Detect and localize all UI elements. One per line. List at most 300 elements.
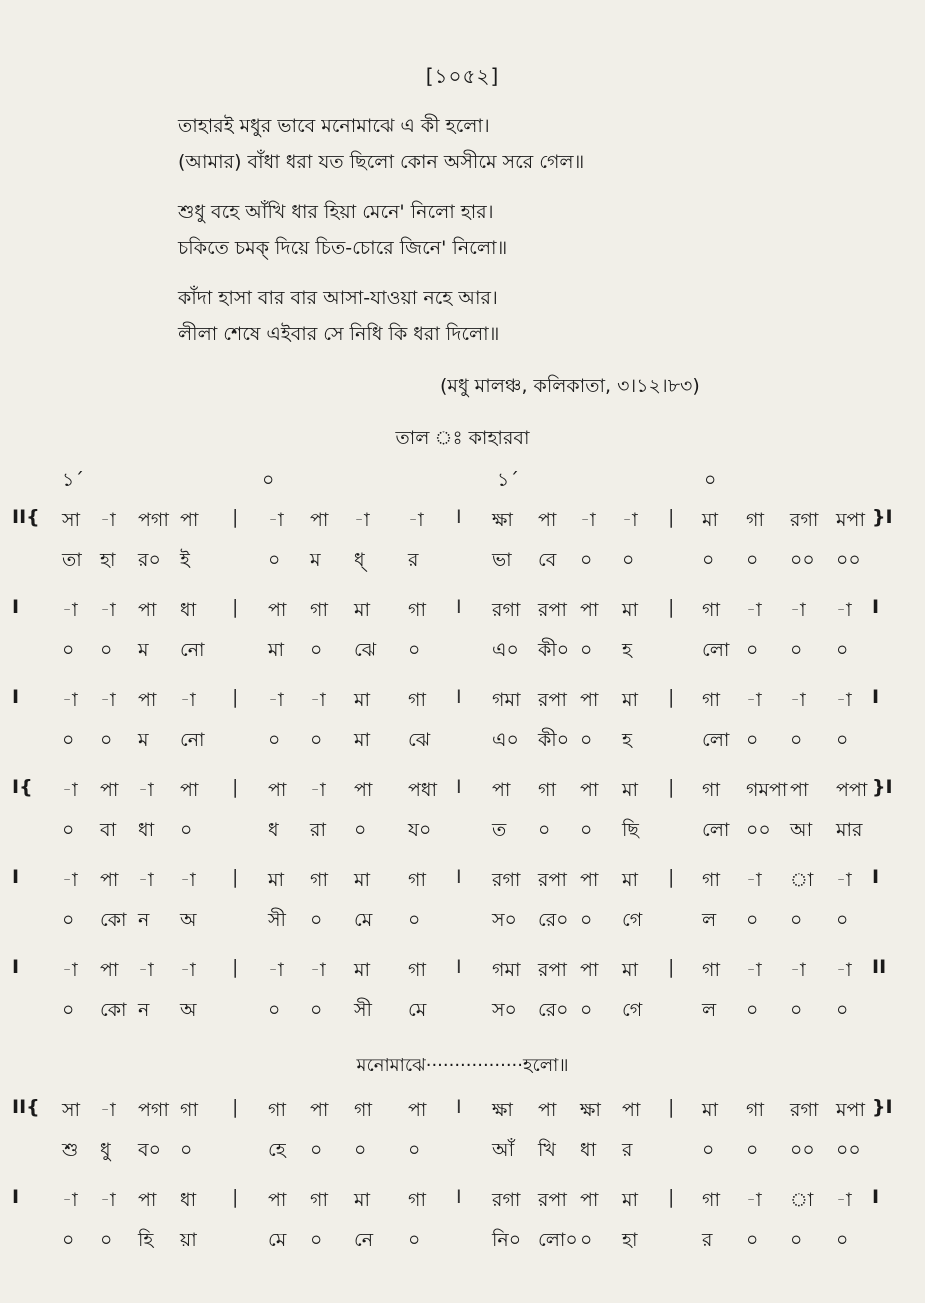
- swara-note: -া: [310, 779, 326, 801]
- swara-note: রগা: [492, 599, 521, 621]
- lyric-syllable: ০: [310, 729, 323, 751]
- lyric-syllable: ০০: [836, 1139, 861, 1161]
- lyric-syllable: লো: [702, 729, 730, 751]
- swara-note: পা: [310, 509, 329, 531]
- swara-note: পা: [100, 869, 119, 891]
- lyric-syllable: ০: [180, 819, 193, 841]
- vibhag-separator: |: [232, 776, 239, 798]
- lyric-syllable: তা: [62, 549, 82, 571]
- swara-note: পা: [492, 779, 511, 801]
- vibhag-separator: |: [668, 1096, 675, 1118]
- lyric-syllable: হ: [622, 639, 632, 661]
- lyric-syllable: লো: [702, 819, 730, 841]
- vibhag-separator: |: [668, 686, 675, 708]
- lyric-syllable: ০০: [790, 549, 815, 571]
- swara-note: পা: [138, 689, 157, 711]
- lyric-syllable: র: [702, 1229, 713, 1251]
- lyric-syllable: গে: [622, 909, 643, 931]
- lyric-syllable: কো: [100, 909, 127, 931]
- lyric-syllable: ০: [354, 1139, 367, 1161]
- lyric-syllable: ঝে: [354, 639, 377, 661]
- lyric-syllable: ম: [310, 549, 321, 571]
- page-number: [১০৫২]: [425, 64, 500, 88]
- stanza-1: [178, 108, 584, 180]
- beat-mark: ০: [262, 469, 275, 491]
- lyric-syllable: ০: [622, 549, 635, 571]
- swara-note: রপা: [538, 599, 567, 621]
- swara-note: -া: [746, 689, 762, 711]
- lyric-syllable: ০: [746, 549, 759, 571]
- lyric-syllable: খি: [538, 1139, 556, 1161]
- lyric-syllable: ০: [354, 819, 367, 841]
- swara-note: পা: [622, 1099, 641, 1121]
- lyric-syllable: ০: [100, 1229, 113, 1251]
- notation-block: [0, 466, 925, 1276]
- lyric-syllable: ঝে: [408, 729, 431, 751]
- lyric-syllable: কী০: [538, 639, 570, 661]
- swara-note: -া: [62, 599, 78, 621]
- swara-note: রগা: [492, 869, 521, 891]
- swara-note: -া: [836, 1189, 852, 1211]
- lyric-syllable: ধা: [580, 1139, 597, 1161]
- lyric-syllable: হে: [268, 1139, 286, 1161]
- swara-note: রগা: [790, 1099, 819, 1121]
- lyric-syllable: বে: [538, 549, 557, 571]
- swara-note: -া: [408, 509, 424, 531]
- swara-note: -া: [62, 869, 78, 891]
- lyric-syllable: ০: [62, 909, 75, 931]
- lyric-syllable: অ: [180, 999, 197, 1021]
- lyric-syllable: ০: [408, 639, 421, 661]
- lyric-syllable: স০: [492, 999, 517, 1021]
- vibhag-separator: I: [456, 506, 462, 528]
- swara-note: -া: [836, 959, 852, 981]
- vibhag-separator: |: [668, 866, 675, 888]
- lyric-syllable: আ: [790, 819, 813, 841]
- swara-note: া: [790, 1189, 814, 1211]
- lyric-syllable: কো: [100, 999, 127, 1021]
- swara-note: পা: [580, 689, 599, 711]
- swara-note: মা: [622, 869, 639, 891]
- bar-end: II: [872, 956, 887, 978]
- lyric-syllable: হা: [622, 1229, 638, 1251]
- lyric-syllable: ০: [408, 1229, 421, 1251]
- swara-note: -া: [100, 509, 116, 531]
- lyric-syllable-row: [0, 726, 925, 776]
- lyric-syllable: রে০: [538, 909, 569, 931]
- lyric-syllable: ০: [580, 639, 593, 661]
- swara-note: ক্ষা: [492, 1099, 513, 1121]
- swara-note: গা: [702, 599, 720, 621]
- lyric-syllable: ভা: [492, 549, 512, 571]
- beat-mark: ১´: [497, 469, 519, 491]
- vibhag-separator: |: [668, 1186, 675, 1208]
- lyric-syllable: মা: [268, 639, 285, 661]
- lyric-syllable: ধু: [100, 1139, 111, 1161]
- swara-note: সা: [62, 509, 81, 531]
- swara-note: -া: [62, 779, 78, 801]
- lyric-syllable: লো: [702, 639, 730, 661]
- swara-note: মা: [354, 959, 371, 981]
- lyric-syllable: মে: [268, 1229, 287, 1251]
- swara-note: পা: [100, 959, 119, 981]
- swara-note: মা: [354, 869, 371, 891]
- swara-row: [0, 776, 925, 816]
- lyric-syllable: ০: [746, 729, 759, 751]
- swara-row: [0, 1096, 925, 1136]
- vibhag-separator: I: [456, 776, 462, 798]
- tal-heading: তাল ঃ কাহারবা: [395, 427, 530, 449]
- swara-note: পা: [538, 1099, 557, 1121]
- lyric-syllable: ধ: [268, 819, 279, 841]
- bar-end: }I: [872, 1096, 893, 1118]
- lyric-syllable: ০: [62, 999, 75, 1021]
- swara-note: -া: [354, 509, 370, 531]
- swara-note: -া: [62, 959, 78, 981]
- swara-note: -া: [746, 1189, 762, 1211]
- bar-start: II{: [12, 506, 40, 528]
- lyric-syllable: ০: [836, 999, 849, 1021]
- lyric-syllable: অ: [180, 909, 197, 931]
- lyric-syllable: আঁ: [492, 1139, 515, 1161]
- lyric-syllable: শু: [62, 1139, 79, 1161]
- swara-note: পা: [354, 779, 373, 801]
- vibhag-separator: |: [668, 596, 675, 618]
- swara-note: পা: [408, 1099, 427, 1121]
- lyric-syllable: ০: [580, 909, 593, 931]
- swara-row: [0, 956, 925, 996]
- swara-note: গা: [408, 869, 426, 891]
- lyric-syllable: ছি: [622, 819, 639, 841]
- swara-note: -া: [790, 689, 806, 711]
- swara-note: -া: [836, 869, 852, 891]
- swara-row: [0, 866, 925, 906]
- vibhag-separator: |: [232, 1186, 239, 1208]
- lyric-syllable: কী০: [538, 729, 570, 751]
- swara-note: ধা: [180, 1189, 197, 1211]
- beat-marks-row: [0, 466, 925, 506]
- swara-note: পা: [580, 869, 599, 891]
- lyric-syllable: মে: [408, 999, 427, 1021]
- lyric-syllable: ম: [138, 729, 149, 751]
- swara-note: গমা: [492, 959, 521, 981]
- lyric-line: কাঁদা হাসা বার বার আসা-যাওয়া নহে আর।: [178, 287, 498, 309]
- vibhag-separator: |: [232, 596, 239, 618]
- swara-note: মপা: [836, 509, 865, 531]
- lyric-syllable: ০০: [790, 1139, 815, 1161]
- swara-note: গা: [746, 1099, 764, 1121]
- swara-note: -া: [100, 599, 116, 621]
- lyric-syllable: ০০: [836, 549, 861, 571]
- lyric-syllable: ০: [180, 1139, 193, 1161]
- vibhag-separator: |: [668, 506, 675, 528]
- lyric-syllable: হা: [100, 549, 116, 571]
- lyric-syllable: ন: [138, 909, 150, 931]
- swara-note: পা: [180, 509, 199, 531]
- swara-row: [0, 686, 925, 726]
- refrain-line: মনোমাঝে·················হলো॥: [356, 1055, 569, 1076]
- swara-note: পপা: [836, 779, 868, 801]
- lyric-syllable: স০: [492, 909, 517, 931]
- swara-note: গা: [702, 689, 720, 711]
- swara-note: গমপা: [746, 779, 788, 801]
- lyric-syllable: ০: [268, 549, 281, 571]
- swara-note: গমা: [492, 689, 521, 711]
- lyric-syllable: ০: [580, 729, 593, 751]
- bar-start: I: [12, 596, 20, 618]
- lyric-syllable: ০: [790, 639, 803, 661]
- swara-note: -া: [622, 509, 638, 531]
- swara-note: পা: [100, 779, 119, 801]
- lyric-syllable: মা: [354, 729, 371, 751]
- swara-note: রপা: [538, 959, 567, 981]
- swara-note: পা: [538, 509, 557, 531]
- bar-start: I: [12, 1186, 20, 1208]
- lyric-line: (আমার) বাঁধা ধরা যত ছিলো কোন অসীমে সরে গেল॥: [178, 151, 585, 173]
- swara-note: -া: [268, 509, 284, 531]
- vibhag-separator: I: [456, 686, 462, 708]
- swara-note: মা: [622, 689, 639, 711]
- lyric-syllable-row: [0, 1226, 925, 1276]
- swara-note: -া: [268, 689, 284, 711]
- swara-note: -া: [268, 959, 284, 981]
- lyric-syllable: বা: [100, 819, 117, 841]
- swara-note: পা: [138, 1189, 157, 1211]
- lyric-syllable: ০: [790, 999, 803, 1021]
- swara-note: গা: [310, 869, 328, 891]
- bar-end: I: [872, 686, 880, 708]
- swara-note: মা: [622, 1189, 639, 1211]
- lyric-syllable-row: [0, 636, 925, 686]
- swara-note: গা: [538, 779, 556, 801]
- lyric-syllable: রে০: [538, 999, 569, 1021]
- lyric-syllable: ন: [138, 999, 150, 1021]
- swara-note: মা: [702, 1099, 719, 1121]
- lyric-syllable-row: [0, 996, 925, 1046]
- swara-note: মা: [354, 1189, 371, 1211]
- bar-end: I: [872, 596, 880, 618]
- vibhag-separator: I: [456, 866, 462, 888]
- lyric-syllable: হি: [138, 1229, 154, 1251]
- swara-note: পা: [580, 599, 599, 621]
- swara-note: মা: [622, 779, 639, 801]
- lyric-syllable: ০: [580, 999, 593, 1021]
- lyric-syllable: ০: [746, 999, 759, 1021]
- swara-note: -া: [100, 1099, 116, 1121]
- swara-note: গা: [408, 959, 426, 981]
- lyric-syllable: ল: [702, 909, 717, 931]
- lyric-syllable: ০: [580, 819, 593, 841]
- swara-note: পা: [180, 779, 199, 801]
- lyric-syllable: ০: [836, 639, 849, 661]
- swara-row: [0, 1186, 925, 1226]
- lyric-syllable: ০: [408, 1139, 421, 1161]
- lyric-syllable: ০: [100, 639, 113, 661]
- lyric-syllable: ব০: [138, 1139, 161, 1161]
- bar-end: }I: [872, 776, 893, 798]
- lyric-syllable: নি০: [492, 1229, 522, 1251]
- lyric-syllable: ০: [538, 819, 551, 841]
- swara-note: -া: [100, 1189, 116, 1211]
- swara-note: ধা: [180, 599, 197, 621]
- swara-note: সা: [62, 1099, 81, 1121]
- vibhag-separator: |: [232, 506, 239, 528]
- swara-note: পা: [138, 599, 157, 621]
- vibhag-separator: I: [456, 1186, 462, 1208]
- bar-end: }I: [872, 506, 893, 528]
- bar-start: II{: [12, 1096, 40, 1118]
- swara-note: রগা: [492, 1189, 521, 1211]
- vibhag-separator: I: [456, 1096, 462, 1118]
- lyric-syllable: ল: [702, 999, 717, 1021]
- stanza-2: [178, 194, 584, 266]
- swara-note: পা: [580, 779, 599, 801]
- lyric-syllable: ০০: [746, 819, 771, 841]
- swara-note: পগা: [138, 509, 169, 531]
- swara-note: ক্ষা: [492, 509, 513, 531]
- lyric-syllable-row: [0, 546, 925, 596]
- lyric-syllable: ০: [580, 549, 593, 571]
- lyric-syllable: হ: [622, 729, 632, 751]
- swara-note: -া: [790, 599, 806, 621]
- swara-note: পা: [268, 599, 287, 621]
- swara-note: -া: [180, 959, 196, 981]
- lyric-syllable: ০: [268, 999, 281, 1021]
- lyric-syllable: ০: [62, 639, 75, 661]
- lyric-syllable: য়া: [180, 1229, 197, 1251]
- lyric-syllable: ০: [310, 1139, 323, 1161]
- lyric-syllable: ০: [790, 909, 803, 931]
- lyric-syllable: ০: [268, 729, 281, 751]
- lyric-syllable: নে: [354, 1229, 374, 1251]
- swara-note: মা: [622, 599, 639, 621]
- lyric-syllable: ধ্: [354, 549, 365, 571]
- lyric-syllable: ০: [702, 1139, 715, 1161]
- swara-note: ক্ষা: [580, 1099, 601, 1121]
- lyric-syllable: সী: [268, 909, 286, 931]
- swara-note: গা: [702, 869, 720, 891]
- bar-end: I: [872, 866, 880, 888]
- lyric-syllable-row: [0, 906, 925, 956]
- source-citation: (মধু মালঞ্চ, কলিকাতা, ৩।১২।৮৩): [440, 375, 700, 397]
- bar-start: I: [12, 866, 20, 888]
- swara-note: গা: [408, 1189, 426, 1211]
- swara-note: মা: [702, 509, 719, 531]
- beat-mark: ১´: [62, 469, 84, 491]
- lyric-syllable: য০: [408, 819, 432, 841]
- swara-note: মা: [268, 869, 285, 891]
- lyric-syllable: ০: [310, 639, 323, 661]
- bar-start: I: [12, 686, 20, 708]
- lyric-syllable: ০: [790, 729, 803, 751]
- lyric-syllable: রা: [310, 819, 326, 841]
- lyric-syllable: ০: [836, 1229, 849, 1251]
- swara-row: [0, 596, 925, 636]
- vibhag-separator: I: [456, 956, 462, 978]
- swara-note: গা: [354, 1099, 372, 1121]
- swara-note: পগা: [138, 1099, 169, 1121]
- swara-note: গা: [408, 689, 426, 711]
- lyric-syllable: ০: [746, 1139, 759, 1161]
- swara-note: গা: [702, 779, 720, 801]
- lyric-syllable: র: [622, 1139, 633, 1161]
- bar-start: I{: [12, 776, 33, 798]
- lyric-syllable: ত: [492, 819, 507, 841]
- swara-note: -া: [180, 689, 196, 711]
- lyric-syllable: নো: [180, 729, 205, 751]
- lyric-syllable: ০: [836, 909, 849, 931]
- lyric-syllable: এ০: [492, 729, 519, 751]
- vibhag-separator: |: [668, 776, 675, 798]
- swara-note: গা: [268, 1099, 286, 1121]
- lyric-syllable: ই: [180, 549, 190, 571]
- swara-note: -া: [138, 869, 154, 891]
- lyric-syllable: ০: [62, 729, 75, 751]
- swara-note: গা: [310, 599, 328, 621]
- swara-note: -া: [746, 869, 762, 891]
- swara-note: -া: [62, 1189, 78, 1211]
- lyric-syllable: মার: [836, 819, 863, 841]
- swara-note: গা: [746, 509, 764, 531]
- lyric-syllable: মে: [354, 909, 373, 931]
- lyric-syllable: নো: [180, 639, 205, 661]
- lyric-syllable: ০: [310, 999, 323, 1021]
- stanza-3: [178, 280, 584, 352]
- bar-end: I: [872, 1186, 880, 1208]
- beat-mark: ০: [704, 469, 717, 491]
- lyric-line: চকিতে চমক্ দিয়ে চিত-চোরে জিনে' নিলো॥: [178, 237, 508, 259]
- lyric-syllable: সী: [354, 999, 372, 1021]
- lyric-line: লীলা শেষে এইবার সে নিধি কি ধরা দিলো॥: [178, 323, 500, 345]
- vibhag-separator: |: [232, 1096, 239, 1118]
- swara-note: া: [790, 869, 814, 891]
- swara-note: গা: [702, 1189, 720, 1211]
- swara-note: -া: [100, 689, 116, 711]
- lyric-syllable: লো০: [538, 1229, 578, 1251]
- swara-note: মা: [354, 599, 371, 621]
- swara-note: -া: [138, 959, 154, 981]
- vibhag-separator: I: [456, 596, 462, 618]
- swara-note: পা: [268, 779, 287, 801]
- lyric-line: তাহারই মধুর ভাবে মনোমাঝে এ কী হলো।: [178, 115, 490, 137]
- swara-note: -া: [746, 959, 762, 981]
- lyric-syllable-row: [0, 816, 925, 866]
- lyric-syllable-row: [0, 1136, 925, 1186]
- lyric-line: শুধু বহে আঁখি ধার হিয়া মেনে' নিলো হার।: [178, 201, 494, 223]
- lyric-syllable: এ০: [492, 639, 519, 661]
- swara-note: -া: [138, 779, 154, 801]
- lyric-syllable: ০: [836, 729, 849, 751]
- swara-note: গা: [310, 1189, 328, 1211]
- swara-note: পা: [310, 1099, 329, 1121]
- swara-note: -া: [836, 689, 852, 711]
- lyric-syllable: ম: [138, 639, 149, 661]
- swara-note: রপা: [538, 1189, 567, 1211]
- swara-note: রপা: [538, 689, 567, 711]
- lyric-syllable: ০: [746, 639, 759, 661]
- lyric-syllable: গে: [622, 999, 643, 1021]
- swara-note: -া: [310, 959, 326, 981]
- lyric-syllable: ০: [100, 729, 113, 751]
- bar-start: I: [12, 956, 20, 978]
- lyric-syllable: ০: [310, 1229, 323, 1251]
- lyric-syllable: ০: [310, 909, 323, 931]
- lyric-syllable: ০: [702, 549, 715, 571]
- vibhag-separator: |: [232, 686, 239, 708]
- lyric-syllable: ০: [580, 1229, 593, 1251]
- swara-note: গা: [702, 959, 720, 981]
- swara-note: -া: [746, 599, 762, 621]
